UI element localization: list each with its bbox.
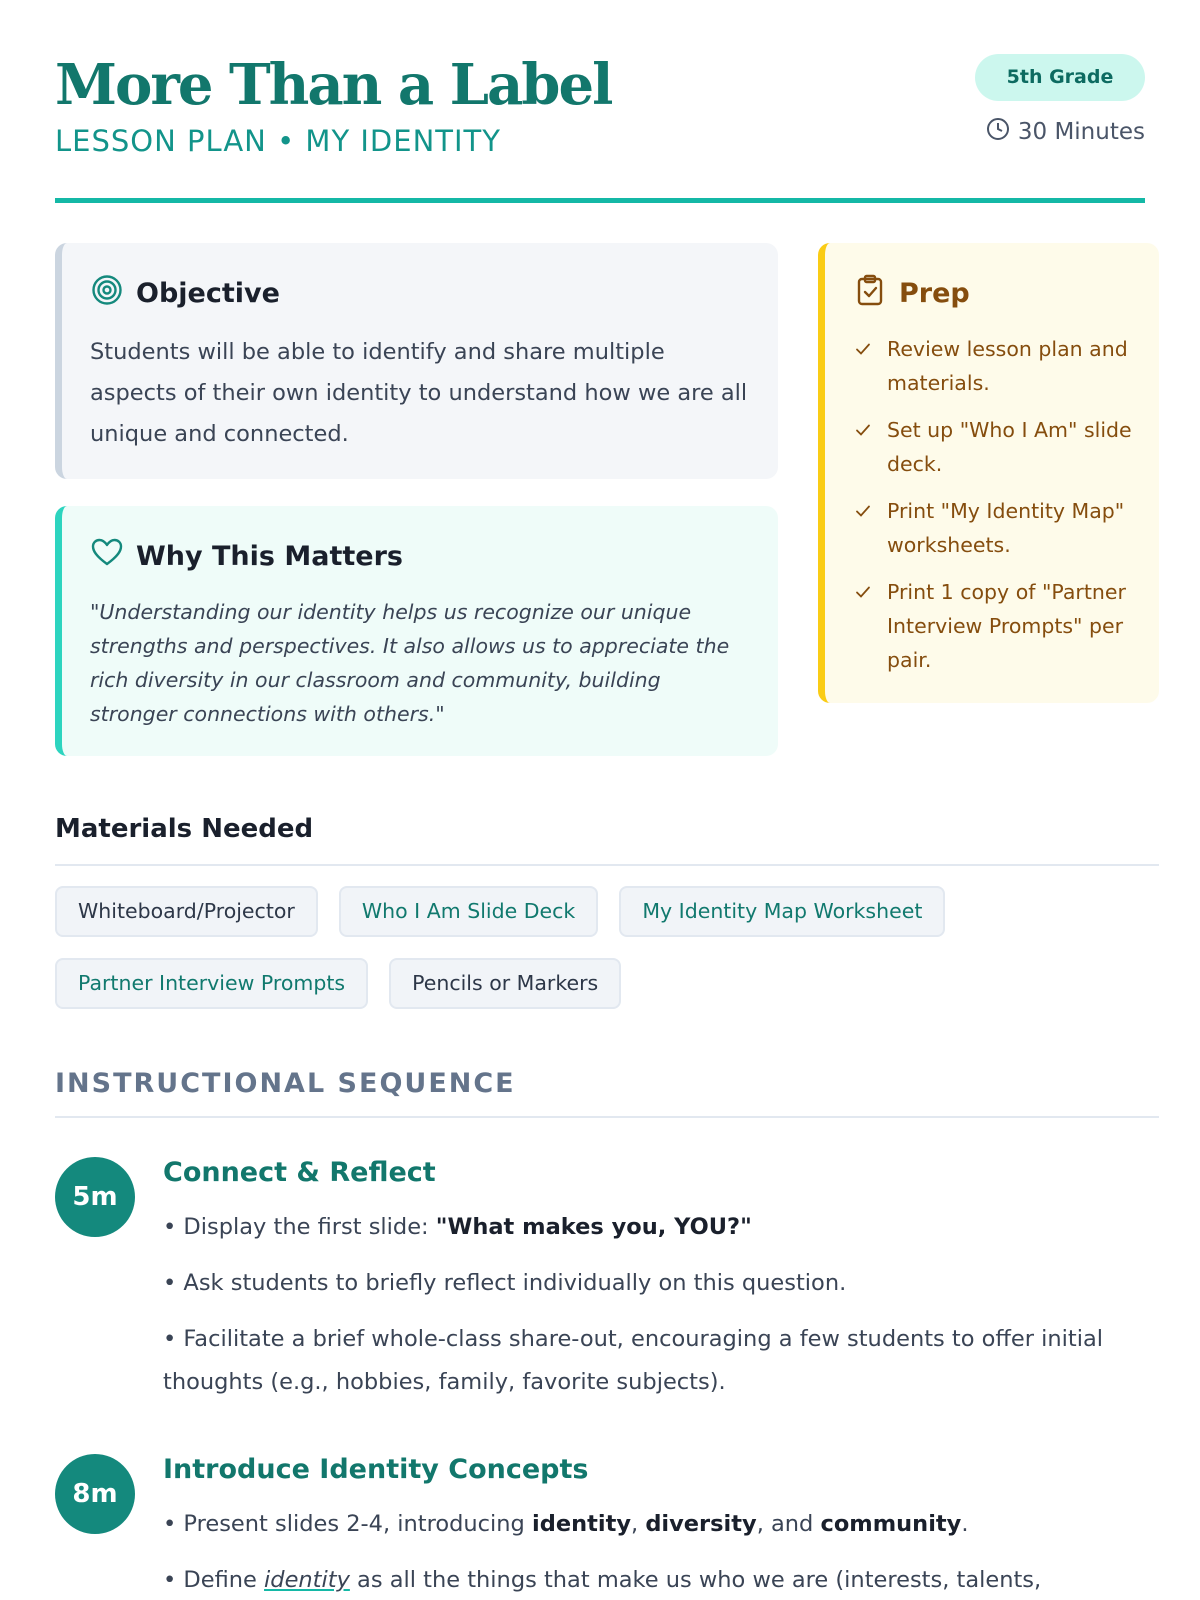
target-icon bbox=[90, 273, 124, 314]
step-items bbox=[163, 1206, 1119, 1404]
step-time-badge: 5m bbox=[55, 1157, 135, 1237]
clock-icon bbox=[986, 117, 1010, 147]
material-chip: Who I Am Slide Deck bbox=[339, 886, 598, 937]
step-body bbox=[163, 1157, 1119, 1404]
page-subtitle: LESSON PLAN • MY IDENTITY bbox=[55, 124, 501, 158]
step-item-bold: "What makes you, YOU?" bbox=[435, 1214, 752, 1240]
page-title: More Than a Label bbox=[55, 52, 612, 118]
step-item bbox=[163, 1318, 1119, 1404]
objective-heading bbox=[90, 273, 748, 314]
prep-item-text: Print "My Identity Map" worksheets. bbox=[887, 499, 1125, 557]
step-item-bold: diversity bbox=[645, 1511, 757, 1537]
why-heading bbox=[90, 536, 748, 577]
objective-title: Objective bbox=[136, 278, 280, 309]
step-item-text: . bbox=[961, 1511, 969, 1537]
prep-card bbox=[818, 243, 1159, 703]
prep-title: Prep bbox=[899, 278, 970, 309]
duration bbox=[986, 117, 1145, 147]
sequence-heading: INSTRUCTIONAL SEQUENCE bbox=[55, 1068, 1159, 1118]
heart-icon bbox=[90, 536, 124, 577]
grade-badge: 5th Grade bbox=[975, 54, 1145, 101]
step-title: Introduce Identity Concepts bbox=[163, 1454, 589, 1485]
check-icon bbox=[853, 339, 873, 359]
step-item-text: , and bbox=[756, 1511, 821, 1537]
step-items bbox=[163, 1503, 1119, 1600]
prep-item bbox=[853, 413, 1139, 481]
objective-card bbox=[55, 243, 778, 479]
materials-heading: Materials Needed bbox=[55, 814, 1159, 866]
step-item-text: , bbox=[631, 1511, 646, 1537]
check-icon bbox=[853, 501, 873, 521]
prep-item bbox=[853, 332, 1139, 400]
material-chip: Pencils or Markers bbox=[389, 958, 621, 1009]
step-item-bold: community bbox=[820, 1511, 962, 1537]
step-item-term: identity bbox=[264, 1567, 350, 1593]
step-title: Connect & Reflect bbox=[163, 1157, 436, 1188]
step-time-badge: 8m bbox=[55, 1454, 135, 1534]
material-chip: My Identity Map Worksheet bbox=[619, 886, 945, 937]
prep-item-text: Review lesson plan and materials. bbox=[887, 337, 1128, 395]
prep-heading bbox=[853, 273, 1139, 314]
step-item-text: • Facilitate a brief whole-class share-out, encouraging a few students to offer initial thoughts (e.g., hobbies, family, favorite subjects). bbox=[163, 1326, 1104, 1395]
why-card bbox=[55, 506, 778, 756]
why-quote: "Understanding our identity helps us recognize our unique strengths and perspectives. It also allows us to appreciate the rich diversity in our classroom and community, building stronger connections with others." bbox=[90, 600, 730, 726]
material-chip: Whiteboard/Projector bbox=[55, 886, 318, 937]
material-chip: Partner Interview Prompts bbox=[55, 958, 368, 1009]
objective-text: Students will be able to identify and share multiple aspects of their own identity to understand how we are all unique and connected. bbox=[90, 339, 748, 447]
step-item-bold: identity bbox=[532, 1511, 631, 1537]
step-item bbox=[163, 1262, 1119, 1305]
step-body bbox=[163, 1454, 1119, 1600]
step-item-text: • Present slides 2-4, introducing bbox=[163, 1511, 532, 1537]
step-item bbox=[163, 1206, 1119, 1249]
prep-item-text: Print 1 copy of "Partner Interview Prompts" per pair. bbox=[887, 580, 1126, 672]
step-item bbox=[163, 1503, 1119, 1546]
prep-item bbox=[853, 575, 1139, 677]
check-icon bbox=[853, 420, 873, 440]
clipboard-check-icon bbox=[853, 273, 887, 314]
step-item-text: • Display the first slide: bbox=[163, 1214, 436, 1240]
step-item-text: • Define bbox=[163, 1567, 265, 1593]
materials-list bbox=[55, 886, 1159, 1009]
why-title: Why This Matters bbox=[136, 541, 403, 572]
check-icon bbox=[853, 582, 873, 602]
step-item-text: • Ask students to briefly reflect individually on this question. bbox=[163, 1270, 847, 1296]
prep-item-text: Set up "Who I Am" slide deck. bbox=[887, 418, 1132, 476]
step-item-text: as all the things that make us who we are (interests, talents, bbox=[349, 1567, 1042, 1593]
prep-item bbox=[853, 494, 1139, 562]
duration-label: 30 Minutes bbox=[1017, 119, 1145, 145]
step-item bbox=[163, 1559, 1119, 1600]
prep-list bbox=[853, 332, 1139, 677]
header bbox=[55, 0, 1145, 203]
